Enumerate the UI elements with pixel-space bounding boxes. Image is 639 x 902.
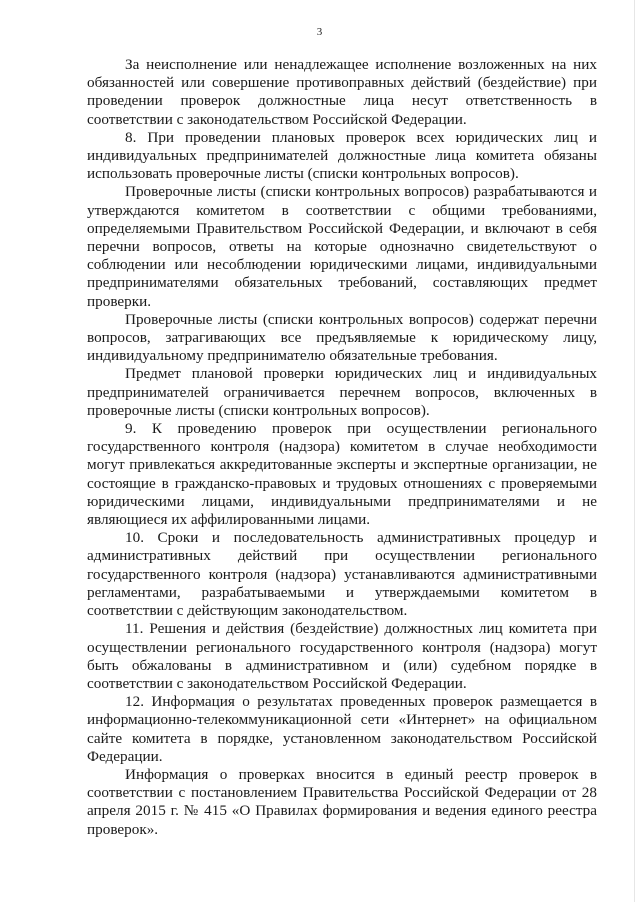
paragraph-9-experts: 9. К проведению проверок при осуществлении регионального государственного контроля (надзора) комитетом в случае необходимости могут привлекаться аккредитованные эксперты и экспертные организации, не состоящие в гражданско-правовых и трудовых отношениях с проверяемыми юридическими лицами, индивидуальными предпринимателями и не являющиеся их аффилированными лицами. (87, 420, 597, 529)
paragraph-8-checklists: 8. При проведении плановых проверок всех юридических лиц и индивидуальных предпринимателей должностные лица комитета обязаны использовать проверочные листы (списки контрольных вопросов). (87, 128, 597, 183)
document-body (87, 56, 597, 839)
paragraph-inspection-subject: Предмет плановой проверки юридических лиц и индивидуальных предпринимателей ограничивается перечнем вопросов, включенных в проверочные листы (списки контрольных вопросов). (87, 365, 597, 419)
paragraph-10-procedures: 10. Сроки и последовательность административных процедур и административных действий при осуществлении регионального государственного контроля (надзора) устанавливаются административными регламентами, разрабатываемыми и утверждаемыми комитетом в соответствии с действующим законодательством. (87, 529, 597, 620)
page-number: 3 (316, 26, 323, 38)
scan-edge-line (634, 0, 635, 902)
paragraph-liability: За неисполнение или ненадлежащее исполнение возложенных на них обязанностей или совершение противоправных действий (бездействие) при проведении проверок должностные лица несут ответственность в соответствии с законодательством Российской Федерации. (87, 56, 597, 128)
paragraph-checklists-content: Проверочные листы (списки контрольных вопросов) содержат перечни вопросов, затрагивающих все предъявляемые к юридическому лицу, индивидуальному предпринимателю обязательные требования. (87, 310, 597, 365)
paragraph-checklists-development: Проверочные листы (списки контрольных вопросов) разрабатываются и утверждаются комитетом в соответствии с общими требованиями, определяемыми Правительством Российской Федерации, и включают в себя перечни вопросов, ответы на которые однозначно свидетельствуют о соблюдении или несоблюдении юридическими лицами, индивидуальными предпринимателями обязательных требований, составляющих предмет проверки. (87, 183, 597, 310)
paragraph-registry: Информация о проверках вносится в единый реестр проверок в соответствии с постановлением Правительства Российской Федерации от 28 апреля 2015 г. № 415 «О Правилах формирования и ведения единого реестра проверок». (87, 765, 597, 838)
paragraph-12-publication: 12. Информация о результатах проведенных проверок размещается в информационно-телекоммуникационной сети «Интернет» на официальном сайте комитета в порядке, установленном законодательством Российской Федерации. (87, 693, 597, 765)
paragraph-11-appeals: 11. Решения и действия (бездействие) должностных лиц комитета при осуществлении регионального государственного контроля (надзора) могут быть обжалованы в административном и (или) судебном порядке в соответствии с законодательством Российской Федерации. (87, 620, 597, 692)
